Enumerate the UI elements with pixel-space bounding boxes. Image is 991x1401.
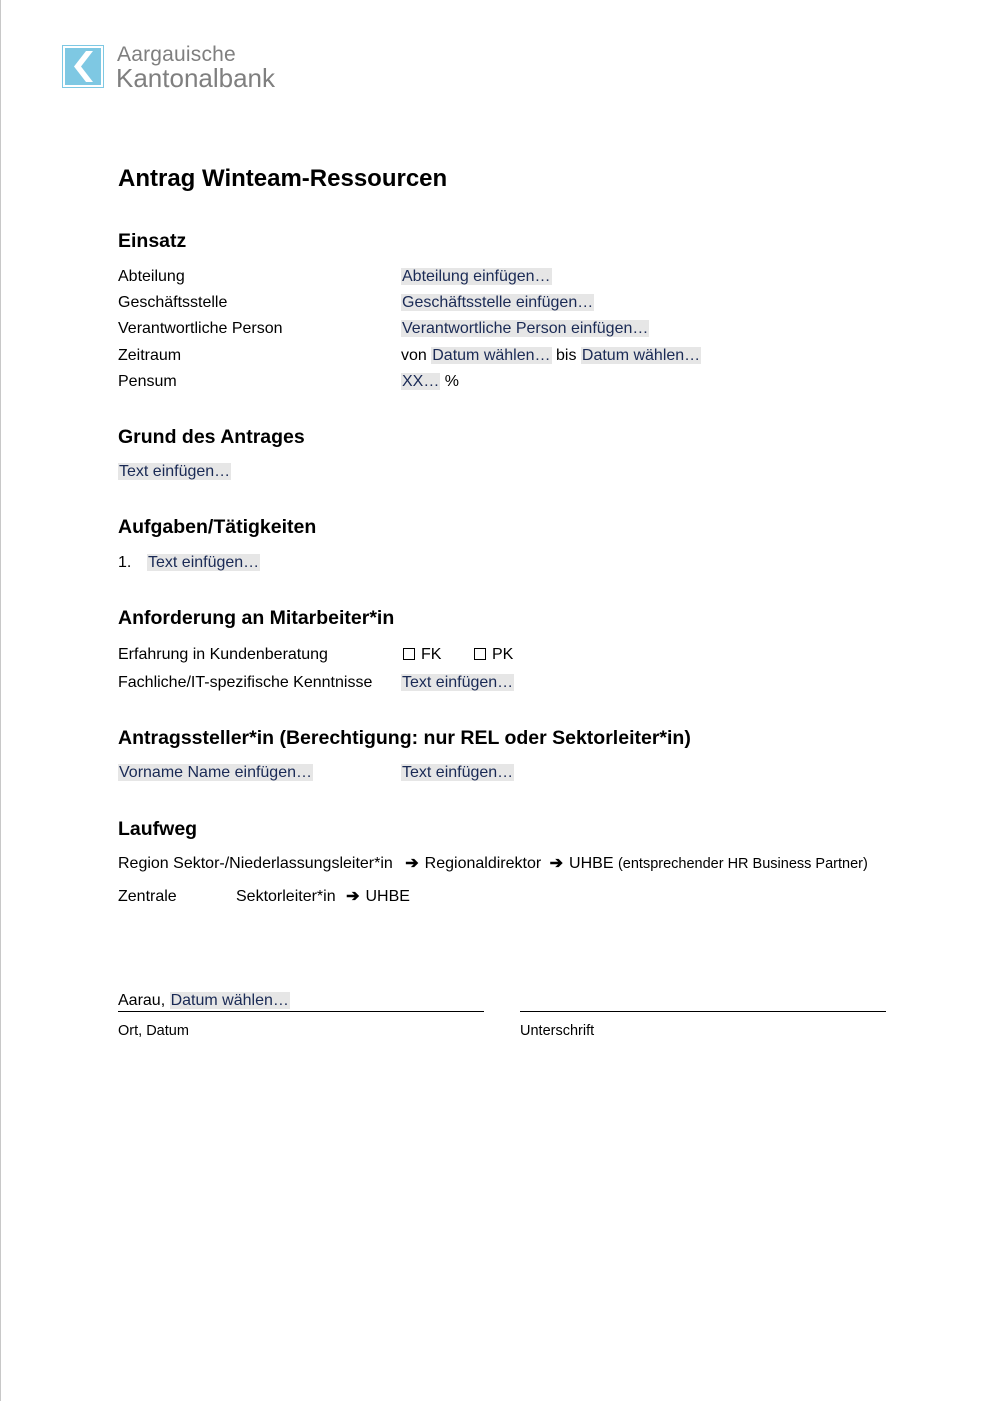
fk-checkbox-label: FK (421, 646, 442, 663)
abteilung-field[interactable]: Abteilung einfügen… (402, 268, 551, 285)
aufgaben-heading: Aufgaben/Tätigkeiten (118, 516, 317, 538)
antragssteller-name-field[interactable]: Vorname Name einfügen… (119, 764, 312, 781)
document-title: Antrag Winteam-Ressourcen (118, 165, 448, 192)
zeitraum-row (401, 346, 701, 366)
pk-checkbox[interactable] (474, 645, 513, 665)
page-edge (0, 0, 1, 1401)
aufgaben-field[interactable]: Text einfügen… (148, 554, 260, 571)
zentrale-step2: UHBE (365, 888, 410, 905)
place-date-caption: Ort, Datum (118, 1023, 189, 1039)
verantwortliche-person-field[interactable]: Verantwortliche Person einfügen… (402, 320, 649, 337)
antragssteller-text-field[interactable]: Text einfügen… (402, 764, 514, 781)
geschaeftsstelle-field[interactable]: Geschäftsstelle einfügen… (402, 294, 594, 311)
zentrale-label: Zentrale (118, 888, 177, 905)
grund-heading: Grund des Antrages (118, 426, 305, 448)
region-note: (entsprechender HR Business Partner) (617, 856, 868, 872)
pensum-field[interactable]: XX… (402, 373, 440, 390)
date-from-picker[interactable]: Datum wählen… (432, 347, 551, 364)
pensum-unit: % (444, 373, 460, 390)
antragssteller-heading: Antragssteller*in (Berechtigung: nur REL oder Sektorleiter*in) (118, 727, 691, 749)
laufweg-region-row (118, 854, 868, 874)
date-to-picker[interactable]: Datum wählen… (581, 347, 701, 364)
zeitraum-label: Zeitraum (118, 347, 182, 364)
arrow-right-icon: ➔ (405, 855, 419, 872)
bis-label: bis (555, 347, 577, 364)
pk-checkbox-box[interactable] (474, 648, 486, 660)
place-date-row (118, 991, 290, 1011)
kenntnisse-label: Fachliche/IT-spezifische Kenntnisse (118, 674, 373, 691)
place-text: Aarau, (118, 992, 166, 1009)
logo-text-line1: Aargauische (117, 43, 236, 66)
region-step1: Sektor-/Niederlassungsleiter*in (173, 855, 393, 872)
anforderung-heading: Anforderung an Mitarbeiter*in (118, 607, 395, 629)
abteilung-label: Abteilung (118, 268, 185, 285)
geschaeftsstelle-label: Geschäftsstelle (118, 294, 228, 311)
pensum-row (401, 372, 459, 392)
laufweg-heading: Laufweg (118, 818, 198, 840)
grund-field[interactable]: Text einfügen… (119, 463, 231, 480)
kenntnisse-field[interactable]: Text einfügen… (402, 674, 514, 691)
einsatz-heading: Einsatz (118, 230, 187, 252)
fk-checkbox[interactable] (403, 645, 441, 665)
region-label: Region (118, 855, 169, 872)
arrow-right-icon: ➔ (346, 888, 360, 905)
erfahrung-label: Erfahrung in Kundenberatung (118, 646, 328, 663)
place-date-line (118, 1011, 484, 1012)
signature-date-picker[interactable]: Datum wählen… (170, 992, 289, 1009)
verantwortliche-person-label: Verantwortliche Person (118, 320, 283, 337)
fk-checkbox-box[interactable] (403, 648, 415, 660)
region-step2: Regionaldirektor (424, 855, 542, 872)
von-label: von (401, 347, 427, 364)
zentrale-step1: Sektorleiter*in (236, 888, 336, 905)
region-step3: UHBE (569, 855, 614, 872)
list-number: 1. (118, 554, 132, 571)
laufweg-zentrale-row (236, 887, 410, 907)
bank-logo (62, 45, 302, 91)
pensum-label: Pensum (118, 373, 177, 390)
signature-line (520, 1011, 886, 1012)
signature-caption: Unterschrift (520, 1023, 595, 1039)
logo-text-line2: Kantonalbank (116, 63, 276, 93)
logo-mark-icon (62, 45, 104, 88)
pk-checkbox-label: PK (492, 646, 514, 663)
arrow-right-icon: ➔ (549, 855, 564, 872)
